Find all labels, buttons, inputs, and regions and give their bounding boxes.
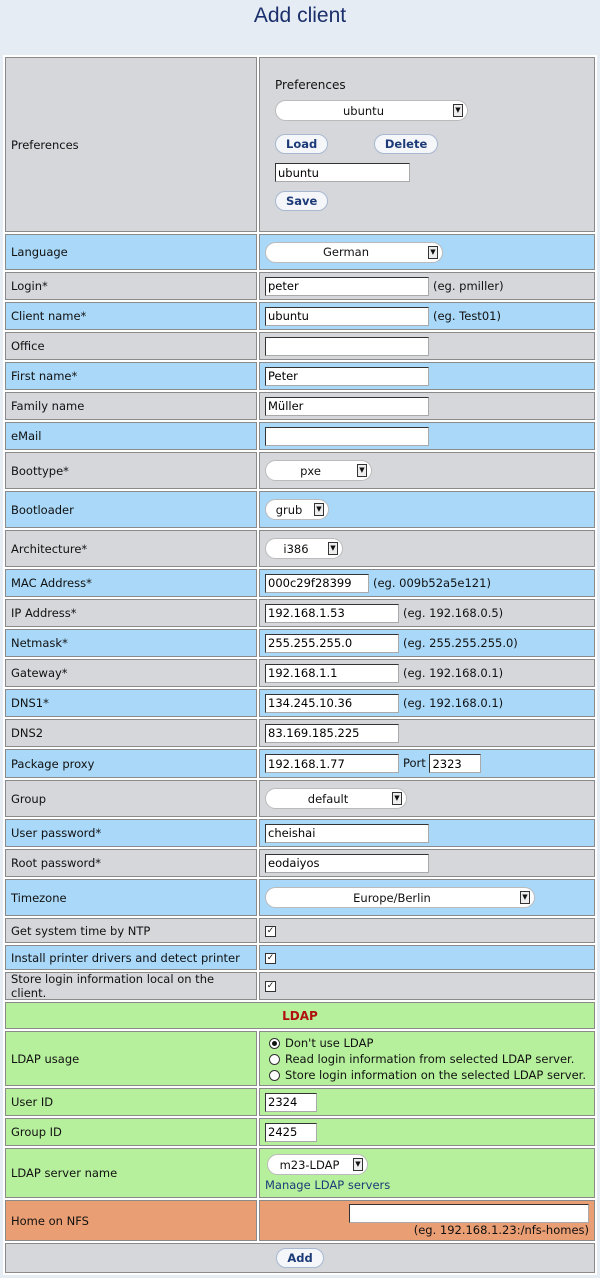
manage-ldap-link[interactable]: Manage LDAP servers <box>265 1178 391 1192</box>
load-button[interactable]: Load <box>275 134 328 154</box>
nfs-row <box>4 1199 596 1242</box>
ntp-row <box>4 917 596 944</box>
chevron-down-icon: ▼ <box>428 246 438 259</box>
group-id-label: Group ID <box>4 1117 258 1147</box>
radio-icon[interactable] <box>269 1054 280 1065</box>
netmask-hint: (eg. 255.255.255.0) <box>403 635 518 650</box>
netmask-input[interactable] <box>265 634 399 653</box>
client-name-row <box>4 301 596 331</box>
preferences-select[interactable]: ubuntu ▼ <box>275 100 468 121</box>
mac-hint: (eg. 009b52a5e121) <box>373 575 491 590</box>
add-button[interactable]: Add <box>276 1248 323 1268</box>
boottype-label: Boottype* <box>4 451 258 490</box>
ldap-usage-row <box>4 1030 596 1087</box>
ldap-usage-label: LDAP usage <box>4 1030 258 1087</box>
delete-button[interactable]: Delete <box>374 134 438 154</box>
user-id-row <box>4 1087 596 1117</box>
nfs-label: Home on NFS <box>4 1199 258 1242</box>
ldap-section-title: LDAP <box>4 1001 596 1030</box>
radio-icon[interactable] <box>269 1070 280 1081</box>
chevron-down-icon: ▼ <box>357 464 367 477</box>
ntp-label: Get system time by NTP <box>4 917 258 944</box>
ip-hint: (eg. 192.168.0.5) <box>403 605 504 620</box>
bootloader-row <box>4 490 596 529</box>
timezone-row <box>4 878 596 917</box>
printer-checkbox[interactable]: ✓ <box>266 952 275 963</box>
mac-input[interactable] <box>265 574 369 593</box>
office-input[interactable] <box>265 337 429 356</box>
chevron-down-icon: ▼ <box>314 503 324 516</box>
family-name-input[interactable] <box>265 397 429 416</box>
netmask-label: Netmask* <box>4 628 258 658</box>
email-input[interactable] <box>265 427 429 446</box>
preference-name-input[interactable] <box>275 163 410 182</box>
port-input[interactable] <box>429 754 481 773</box>
boottype-select[interactable]: pxe ▼ <box>265 460 372 481</box>
chevron-down-icon: ▼ <box>392 792 402 805</box>
radio-selected-icon[interactable] <box>269 1038 280 1049</box>
client-name-input[interactable] <box>265 307 429 326</box>
proxy-input[interactable] <box>265 754 399 773</box>
architecture-row <box>4 529 596 568</box>
printer-row <box>4 944 596 971</box>
user-id-input[interactable] <box>265 1093 317 1112</box>
user-password-label: User password* <box>4 818 258 848</box>
ldap-server-label: LDAP server name <box>4 1147 258 1199</box>
architecture-select[interactable]: i386 ▼ <box>265 538 343 559</box>
login-input[interactable] <box>265 277 429 296</box>
group-row <box>4 779 596 818</box>
ip-row <box>4 598 596 628</box>
ldap-option-read[interactable]: Read login information from selected LDAP server. <box>269 1051 589 1067</box>
ntp-checkbox[interactable]: ✓ <box>266 925 275 936</box>
ldap-option-none[interactable]: Don't use LDAP <box>269 1035 589 1051</box>
first-name-input[interactable] <box>265 367 429 386</box>
login-hint: (eg. pmiller) <box>433 278 504 293</box>
group-id-input[interactable] <box>265 1123 317 1142</box>
chevron-down-icon: ▼ <box>520 891 530 904</box>
root-password-input[interactable] <box>265 854 429 873</box>
group-label: Group <box>4 779 258 818</box>
preferences-label: Preferences <box>4 56 258 233</box>
ldap-option-store[interactable]: Store login information on the selected LDAP server. <box>269 1067 589 1083</box>
chevron-down-icon: ▼ <box>353 1158 363 1171</box>
chevron-down-icon: ▼ <box>453 104 463 117</box>
user-password-input[interactable] <box>265 824 429 843</box>
root-password-row <box>4 848 596 878</box>
gateway-row <box>4 658 596 688</box>
gateway-hint: (eg. 192.168.0.1) <box>403 665 504 680</box>
gateway-input[interactable] <box>265 664 399 683</box>
client-form <box>3 55 597 1275</box>
ldap-server-select[interactable]: m23-LDAP ▼ <box>267 1154 368 1175</box>
dns1-row <box>4 688 596 718</box>
bootloader-label: Bootloader <box>4 490 258 529</box>
user-password-row <box>4 818 596 848</box>
dns2-label: DNS2 <box>4 718 258 748</box>
dns2-input[interactable] <box>265 724 399 743</box>
language-label: Language <box>4 233 258 271</box>
preferences-heading: Preferences <box>275 78 346 92</box>
language-select[interactable]: German ▼ <box>265 242 443 263</box>
bootloader-select[interactable]: grub ▼ <box>265 499 329 520</box>
first-name-row <box>4 361 596 391</box>
user-id-label: User ID <box>4 1087 258 1117</box>
nfs-input[interactable] <box>349 1204 589 1223</box>
preferences-row <box>4 56 596 233</box>
save-button[interactable]: Save <box>275 191 328 211</box>
dns2-row <box>4 718 596 748</box>
netmask-row <box>4 628 596 658</box>
login-row <box>4 271 596 301</box>
dns1-label: DNS1* <box>4 688 258 718</box>
chevron-down-icon: ▼ <box>328 542 338 555</box>
boottype-row <box>4 451 596 490</box>
store-login-label: Store login information local on the client. <box>4 971 258 1001</box>
architecture-label: Architecture* <box>4 529 258 568</box>
proxy-row <box>4 748 596 779</box>
dns1-input[interactable] <box>265 694 399 713</box>
client-name-label: Client name* <box>4 301 258 331</box>
first-name-label: First name* <box>4 361 258 391</box>
language-row <box>4 233 596 271</box>
mac-label: MAC Address* <box>4 568 258 598</box>
office-row <box>4 331 596 361</box>
ldap-server-row <box>4 1147 596 1199</box>
root-password-label: Root password* <box>4 848 258 878</box>
store-login-checkbox[interactable]: ✓ <box>266 981 275 991</box>
gateway-label: Gateway* <box>4 658 258 688</box>
page-title: Add client <box>253 4 347 27</box>
ldap-section-row <box>4 1001 596 1030</box>
email-label: eMail <box>4 421 258 451</box>
proxy-label: Package proxy <box>4 748 258 779</box>
login-label: Login* <box>4 271 258 301</box>
timezone-select[interactable]: Europe/Berlin ▼ <box>265 887 535 908</box>
office-label: Office <box>4 331 258 361</box>
store-login-row <box>4 971 596 1001</box>
group-select[interactable]: default ▼ <box>265 788 407 809</box>
port-label: Port <box>403 756 426 770</box>
printer-label: Install printer drivers and detect printer <box>4 944 258 971</box>
dns1-hint: (eg. 192.168.0.1) <box>403 695 504 710</box>
group-id-row <box>4 1117 596 1147</box>
nfs-hint: (eg. 192.168.1.23:/nfs-homes) <box>413 1223 589 1237</box>
ip-input[interactable] <box>265 604 399 623</box>
client-name-hint: (eg. Test01) <box>433 308 501 323</box>
family-name-label: Family name <box>4 391 258 421</box>
email-row <box>4 421 596 451</box>
mac-row <box>4 568 596 598</box>
family-name-row <box>4 391 596 421</box>
footer-row <box>4 1242 596 1274</box>
timezone-label: Timezone <box>4 878 258 917</box>
ip-label: IP Address* <box>4 598 258 628</box>
